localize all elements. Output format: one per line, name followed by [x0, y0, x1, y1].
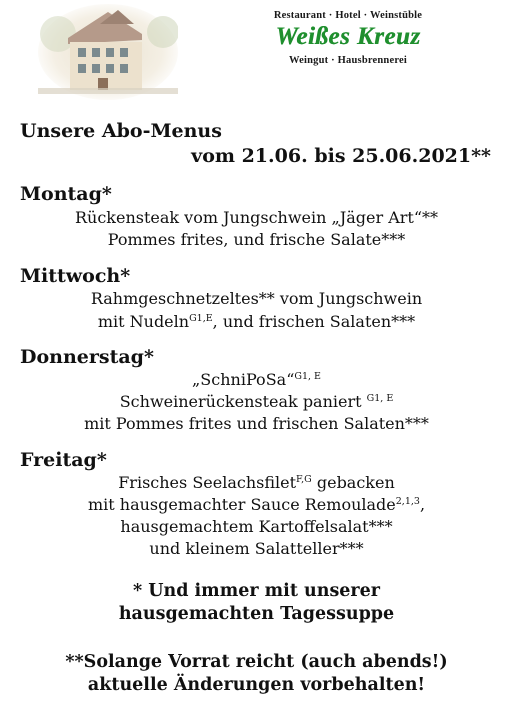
- brand-tagline-top: Restaurant · Hotel · Weinstüble: [273, 10, 423, 21]
- thursday-dish-line-3: mit Pommes frites und frischen Salaten***: [84, 414, 429, 433]
- friday-dish-text-b: gebacken: [311, 473, 395, 492]
- wednesday-dish-text-a: mit Nudeln: [97, 312, 190, 331]
- menu-date-range: vom 21.06. bis 25.06.2021**: [191, 145, 491, 167]
- day-heading-thursday: Donnerstag*: [20, 346, 154, 368]
- restaurant-brand: [262, 10, 434, 66]
- allergen-superscript: G1,E: [189, 313, 213, 324]
- friday-dish-line-3: hausgemachtem Kartoffelsalat***: [120, 517, 393, 536]
- thursday-dish-line-2: [0, 392, 513, 412]
- brand-tagline-bottom: Weingut · Hausbrennerei: [289, 55, 407, 66]
- availability-note-line-2: aktuelle Änderungen vorbehalten!: [87, 675, 426, 695]
- thursday-dish-text: Schweinerückensteak paniert: [119, 392, 367, 411]
- wednesday-dish-line-2: [0, 312, 513, 332]
- allergen-superscript: G1, E: [294, 371, 321, 382]
- friday-dish-text-d: ,: [419, 495, 426, 514]
- day-heading-monday: Montag*: [20, 183, 112, 205]
- allergen-superscript: G1, E: [366, 393, 394, 404]
- monday-dish-line-2: Pommes frites, und frische Salate***: [107, 230, 406, 249]
- friday-dish-line-2: [0, 495, 513, 515]
- thursday-dish-name: „SchniPoSa“: [192, 370, 295, 389]
- friday-dish-line-1: [0, 473, 513, 493]
- soup-note-line-1: * Und immer mit unserer: [132, 581, 381, 601]
- day-heading-friday: Freitag*: [20, 449, 107, 471]
- soup-note-line-2: hausgemachten Tagessuppe: [118, 604, 395, 624]
- allergen-superscript: F,G: [296, 474, 312, 485]
- hotel-building-illustration: [38, 4, 178, 100]
- day-heading-wednesday: Mittwoch*: [20, 265, 131, 287]
- menu-title: Unsere Abo-Menus: [20, 120, 222, 142]
- friday-dish-text-a: Frisches Seelachsfilet: [118, 473, 297, 492]
- brand-name: Weißes Kreuz: [275, 23, 421, 50]
- monday-dish-line-1: Rückensteak vom Jungschwein „Jäger Art“**: [74, 208, 439, 227]
- additive-superscript: 2,1,3: [395, 496, 420, 507]
- availability-note-line-1: **Solange Vorrat reicht (auch abends!): [65, 652, 448, 672]
- wednesday-dish-text-b: , und frischen Salaten***: [212, 312, 416, 331]
- friday-dish-line-4: und kleinem Salatteller***: [149, 539, 364, 558]
- wednesday-dish-line-1: Rahmgeschnetzeltes** vom Jungschwein: [90, 289, 423, 308]
- thursday-dish-line-1: [0, 370, 513, 390]
- letterhead: [0, 0, 513, 110]
- friday-dish-text-c: mit hausgemachter Sauce Remoulade: [87, 495, 396, 514]
